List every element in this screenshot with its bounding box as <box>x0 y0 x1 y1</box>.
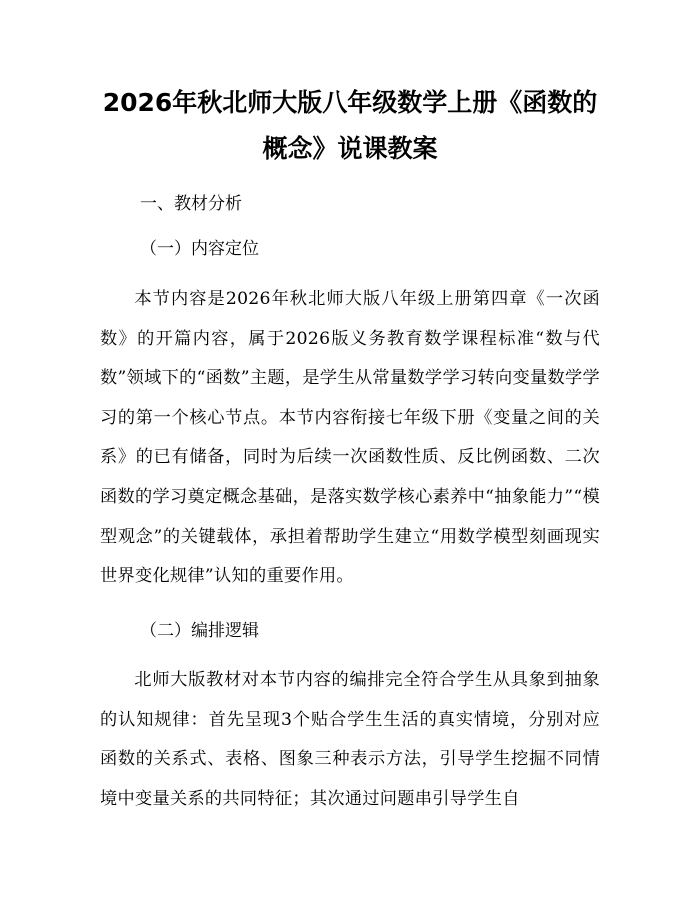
document-title-line-2: 概念》说课教案 <box>262 134 438 163</box>
subsection-heading-content-positioning: （一）内容定位 <box>140 239 259 259</box>
paragraph-arrangement-logic: 北师大版教材对本节内容的编排完全符合学生从具象到抽象的认知规律：首先呈现3个贴合学生生活的真实情境，分别对应函数的关系式、表格、图象三种表示方法，引导学生挖掘不同情境中变量关系的共同特征；其次通过问题串引导学生自 <box>100 670 600 809</box>
subsection-heading-arrangement-logic: （二）编排逻辑 <box>140 621 259 641</box>
document-title-line-1: 2026年秋北师大版八年级数学上册《函数的 <box>102 88 598 117</box>
section-heading-textbook-analysis: 一、教材分析 <box>140 194 242 214</box>
paragraph-content-positioning: 本节内容是2026年秋北师大版八年级上册第四章《一次函数》的开篇内容，属于2026版义务教育数学课程标准“数与代数”领域下的“函数”主题，是学生从常量数学学习转向变量数学学习的第一个核心节点。本节内容衔接七年级下册《变量之间的关系》的已有储备，同时为后续一次函数性质、反比例函数、二次函数的学习奠定概念基础，是落实数学核心素养中“抽象能力”“模型观念”的关键载体，承担着帮助学生建立“用数学模型刻画现实世界变化规律”认知的重要作用。 <box>100 289 600 587</box>
